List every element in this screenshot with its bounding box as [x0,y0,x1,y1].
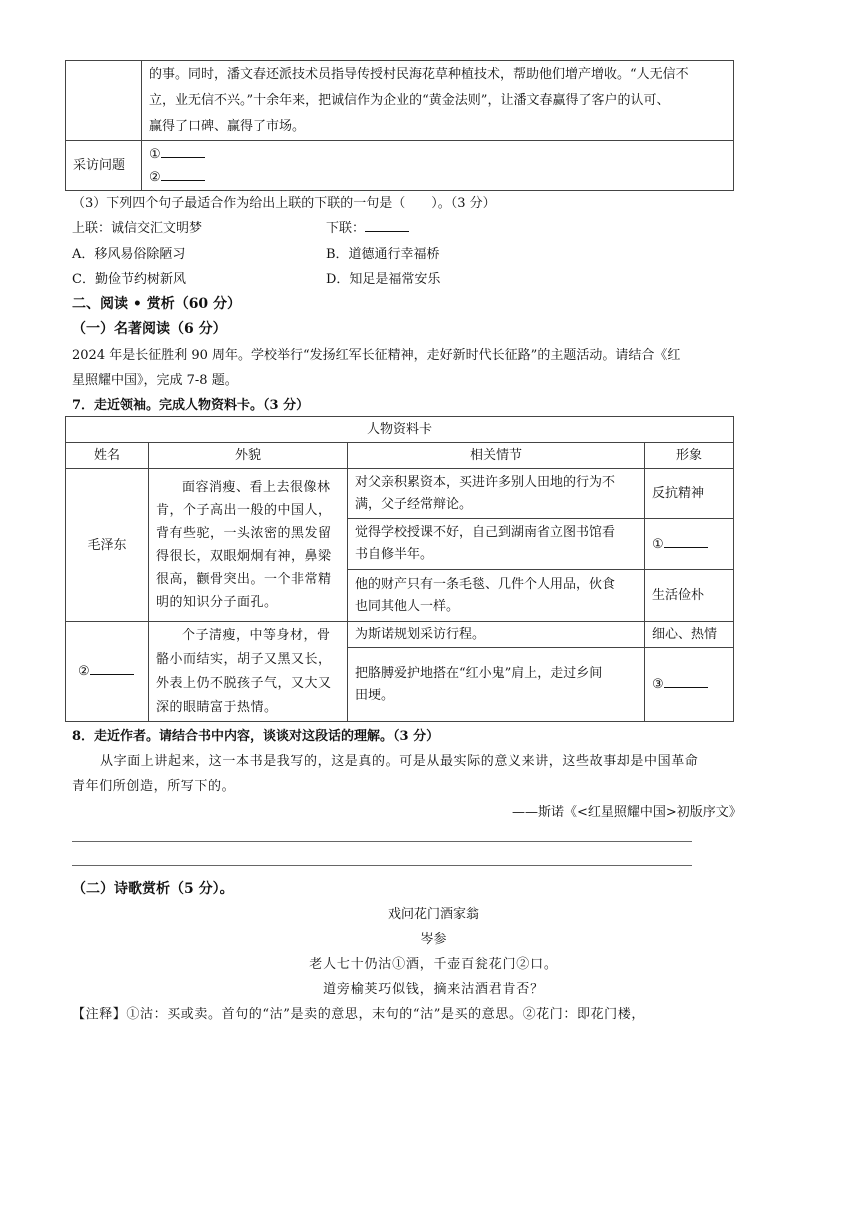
p2-image-1: 细心、热情 [645,622,734,648]
poem-section-title: （二）诗歌赏析（5 分）。 [72,881,234,897]
p2-name: ② [66,622,149,722]
section-title: 二、阅读 • 赏析（60 分） [72,296,242,312]
q7-stem: 7．走近领袖。完成人物资料卡。（3 分） [72,398,310,413]
answer-line-2[interactable] [72,865,692,866]
option-d[interactable]: D．知足是福常安乐 [326,272,441,287]
header-looks: 外貌 [149,443,348,469]
answer-blank-2[interactable] [161,167,205,181]
intro-line: 星照耀中国》，完成 7-8 题。 [72,373,238,388]
p1-image-3: 生活俭朴 [645,570,734,622]
image-blank-1[interactable] [664,534,708,548]
intro-line: 2024 年是长征胜利 90 周年。学校举行“发扬红军长征精神，走好新时代长征路”的主题活动。请结合《红 [72,348,681,363]
p2-looks: 个子清瘦，中等身材，骨 骼小而结实，胡子又黑又长， 外表上仍不脱孩子气，又大又 深的眼睛富于热情。 [149,622,348,722]
option-a[interactable]: A．移风易俗除陋习 [72,247,186,262]
subsection-title: （一）名著阅读（6 分） [72,321,227,337]
p1-image-1: 反抗精神 [645,469,734,519]
card-title: 人物资料卡 [66,417,734,443]
poem-line-1: 老人七十仍沽①酒，千壶百瓮花门②口。 [309,957,558,972]
content-line: 立，业无信不兴。”十余年来，把诚信作为企业的“黄金法则”，让潘文春赢得了客户的认可、 [149,93,670,108]
question-item-2: ② [149,169,161,185]
answer-blank-1[interactable] [161,144,205,158]
p2-plot-2: 把胳膊爱护地搭在“红小鬼”肩上，走过乡间 田埂。 [348,648,645,722]
content-line: 赢得了口碑、赢得了市场。 [149,119,306,134]
lower-couplet-blank[interactable] [365,218,409,232]
content-line: 的事。同时，潘文春还派技术员指导传授村民海花草种植技术，帮助他们增产增收。“人无信不 [149,67,689,82]
q3-upper-couplet: 上联：诚信交汇文明梦 [72,221,203,236]
p1-plot-2: 觉得学校授课不好，自己到湖南省立图书馆看 书自修半年。 [348,519,645,570]
image-blank-2[interactable] [664,674,708,688]
q8-source: ——斯诺《<红星照耀中国>初版序文》 [512,805,742,820]
option-b[interactable]: B．道德通行幸福桥 [326,247,440,262]
question-item-1: ① [149,146,161,162]
answer-line-1[interactable] [72,841,692,842]
p1-looks: 面容消瘦、看上去很像林 肯，个子高出一般的中国人， 背有些驼，一头浓密的黑发留 得很长，双眼炯炯有神，鼻梁 很高，颧骨突出。一个非常精 明的知识分子面孔。 [149,469,348,622]
poem-note: 【注释】①沽：买或卖。首句的“沽”是卖的意思，末句的“沽”是买的意思。②花门：即花门楼， [72,1007,645,1022]
interview-table [65,60,734,191]
question-items [142,141,734,191]
header-plot: 相关情节 [348,443,645,469]
poem-author: 岑参 [420,932,447,947]
q3-lower-couplet: 下联： [326,217,409,236]
q8-quote: 青年们所创造，所写下的。 [72,779,236,794]
header-name: 姓名 [66,443,149,469]
header-image: 形象 [645,443,734,469]
q8-stem: 8．走近作者。请结合书中内容，谈谈对这段话的理解。（3 分） [72,729,440,744]
p1-plot-1: 对父亲积累资本，买进许多别人田地的行为不 满，父子经常辩论。 [348,469,645,519]
p1-plot-3: 他的财产只有一条毛毯、几件个人用品，伙食 也同其他人一样。 [348,570,645,622]
table-left-blank [66,61,142,141]
question-label: 采访问题 [66,141,142,191]
q3-stem: （3）下列四个句子最适合作为给出上联的下联的一句是（ ）。（3 分） [72,196,496,211]
q8-quote: 从字面上讲起来，这一本书是我写的，这是真的。可是从最实际的意义来讲，这些故事却是中国革命 [100,754,699,769]
poem-title: 戏问花门酒家翁 [387,907,479,922]
p1-image-2: ① [645,519,734,570]
interview-content [142,61,734,141]
p2-plot-1: 为斯诺规划采访行程。 [348,622,645,648]
poem-line-2: 道旁榆荚巧似钱，摘来沽酒君肯否？ [323,982,544,997]
p1-name: 毛泽东 [66,469,149,622]
name-blank[interactable] [90,661,134,675]
p2-image-2: ③ [645,648,734,722]
character-card [65,416,734,722]
option-c[interactable]: C．勤俭节约树新风 [72,272,186,287]
